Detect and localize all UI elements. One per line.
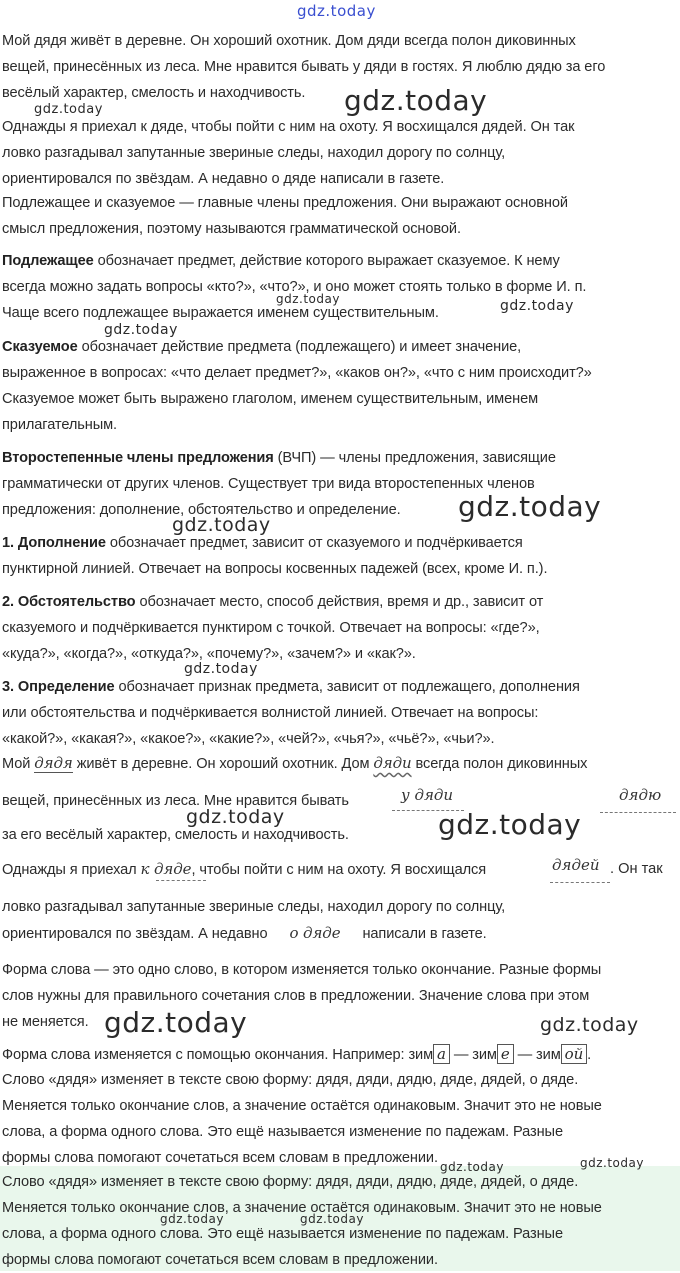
answer-paragraph: Слово «дядя» изменяет в тексте свою форму: дядя, дяди, дядю, дяде, дядей, о дяде. Меняется только окончание слов, а значение остаётся одинаковым. Значит это не новые слова, а форма одного слова. Это ещё называется изменение по падежам. Разные формы слова помогают сочетаться всем словам в предложении. <box>2 1174 602 1268</box>
watermark: gdz.today <box>438 808 582 841</box>
ending-box: ой <box>561 1044 588 1064</box>
handwritten-word: о дяде <box>289 924 341 942</box>
theory-subject: Подлежащее обозначает предмет, действие которого выражает сказуемое. К нему всегда можно задать вопросы «кто?», «что?», и оно может стоять только в форме И. п. Чаще всего подлежащее выражается именем существительным. <box>2 253 587 321</box>
handwritten-word: дядю <box>619 786 662 804</box>
watermark: gdz.today <box>580 1156 644 1170</box>
example-1-line-1: Мой дядя живёт в деревне. Он хороший охотник. Дом дяди всегда полон диковинных <box>2 754 588 772</box>
watermark: gdz.today <box>186 806 285 828</box>
watermark: gdz.today <box>34 102 103 117</box>
handwritten-word: дяди <box>373 754 412 772</box>
theory-predicate: Сказуемое обозначает действие предмета (подлежащего) и имеет значение, выраженное в вопросах: «что делает предмет?», «каков он?», «что с ним происходит?» Сказуемое может быть выражено глаголом, именем существительным, именем прилагательным. <box>2 339 592 433</box>
watermark: gdz.today <box>104 1006 248 1039</box>
top-watermark: gdz.today <box>297 2 376 20</box>
handwritten-word: дядей <box>552 856 600 874</box>
word-form-explanation: Слово «дядя» изменяет в тексте свою форму: дядя, дяди, дядю, дяде, дядей, о дяде. Меняется только окончание слов, а значение остаётся одинаковым. Значит это не новые слова, а форма одного слова. Это ещё называется изменение по падежам. Разные формы слова помогают сочетаться всем словам в предложении. <box>2 1072 602 1166</box>
theory-secondary-members: Второстепенные члены предложения (ВЧП) — члены предложения, зависящие грамматически от других членов. Существует три вида второстепенных членов предложения: дополнение, обстоятельство и определение. <box>2 450 556 518</box>
underline-dash <box>550 882 610 883</box>
watermark: gdz.today <box>184 661 258 677</box>
word-form-example: Форма слова изменяется с помощью окончания. Например: зим а — зим е — зим ой . <box>2 1045 592 1063</box>
handwritten-word: к дяде <box>140 860 192 878</box>
example-1-line-3: за его весёлый характер, смелость и находчивость. <box>2 827 349 843</box>
handwritten-word: дядя <box>34 754 73 772</box>
watermark: gdz.today <box>540 1014 639 1036</box>
theory-object: 1. Дополнение обозначает предмет, зависит от сказуемого и подчёркивается пунктирной линией. Отвечает на вопросы косвенных падежей (всех, кроме И. п.). <box>2 535 548 577</box>
theory-word-form: Форма слова — это одно слово, в котором изменяется только окончание. Разные формы слов нужны для правильного сочетания слов в предложении. Значение слова при этом не меняется. <box>2 962 602 1030</box>
watermark: gdz.today <box>300 1212 364 1226</box>
underline-dash <box>156 880 206 881</box>
watermark: gdz.today <box>172 514 271 536</box>
example-2-line-3: ориентировался по звёздам. А недавно о дяде написали в газете. <box>2 924 487 942</box>
story-paragraph-1: Мой дядя живёт в деревне. Он хороший охотник. Дом дяди всегда полон диковинных вещей, принесённых из леса. Мне нравится бывать у дяди в гостях. Я люблю дядю за его весёлый характер, смелость и находчивость. <box>2 33 606 101</box>
watermark: gdz.today <box>500 298 574 314</box>
example-2-line-2: ловко разгадывал запутанные звериные следы, находил дорогу по солнцу, <box>2 899 506 915</box>
ending-box: а <box>433 1044 450 1064</box>
theory-attribute: 3. Определение обозначает признак предмета, зависит от подлежащего, дополнения или обстоятельства и подчёркивается волнистой линией. Отвечает на вопросы: «какой?», «какая?», «какое?», «какие?», «чей?», «чья?», «чьё?», «чьи?». <box>2 679 580 747</box>
watermark: gdz.today <box>276 292 340 306</box>
example-2-line-1: Однажды я приехал к дяде, чтобы пойти с ним на охоту. Я восхищался <box>2 860 487 878</box>
handwritten-word: у дяди <box>401 786 454 804</box>
watermark: gdz.today <box>160 1212 224 1226</box>
watermark: gdz.today <box>440 1160 504 1174</box>
example-1-line-2: вещей, принесённых из леса. Мне нравится бывать <box>2 793 349 809</box>
story-paragraph-2: Однажды я приехал к дяде, чтобы пойти с ним на охоту. Я восхищался дядей. Он так ловко разгадывал запутанные звериные следы, находил дорогу по солнцу, ориентировался по звёздам. А недавно о дяде написали в газете. <box>2 119 575 187</box>
theory-main-members: Подлежащее и сказуемое — главные члены предложения. Они выражают основной смысл предложения, поэтому называются грамматической основой. <box>2 195 568 237</box>
watermark: gdz.today <box>458 490 602 523</box>
watermark: gdz.today <box>104 322 178 338</box>
watermark: gdz.today <box>344 84 488 117</box>
underline-dash <box>600 812 676 813</box>
ending-box: е <box>497 1044 514 1064</box>
theory-adverbial: 2. Обстоятельство обозначает место, способ действия, время и др., зависит от сказуемого и подчёркивается пунктиром с точкой. Отвечает на вопросы: «где?», «куда?», «когда?», «откуда?», «почему?», «зачем?» и «как?». <box>2 594 544 662</box>
